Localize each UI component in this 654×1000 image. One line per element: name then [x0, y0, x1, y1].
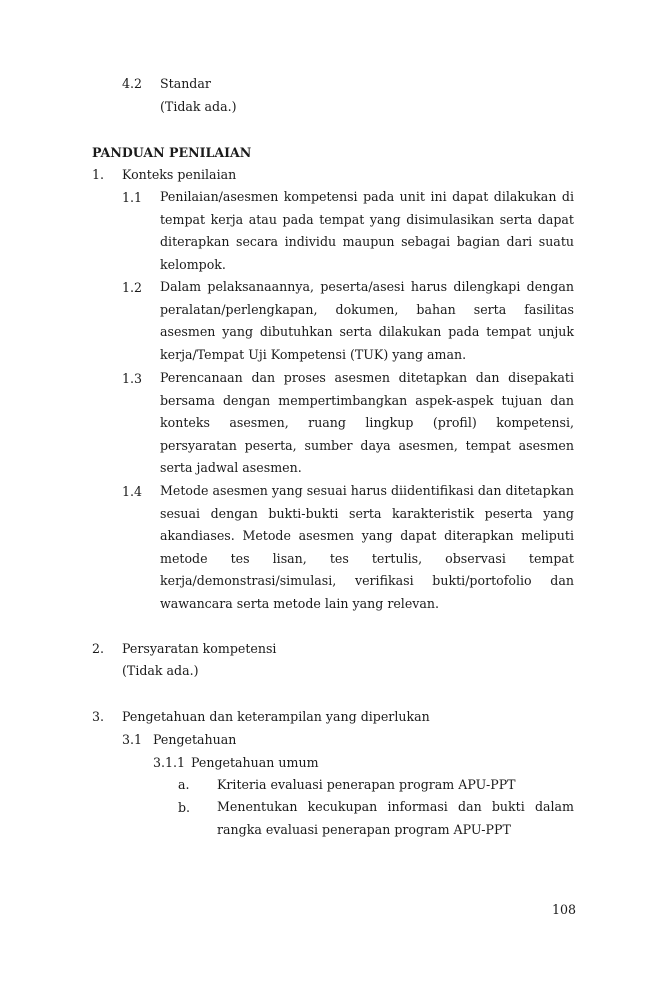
subitem-text: Perencanaan dan proses asesmen ditetapkan dan disepakati bersama dengan mempertimbangkan aspek-aspek tujuan dan konteks asesmen, ruang lingkup (profil) kompetensi, persyaratan peserta, sumber daya asesmen, tempat asesmen serta jadwal asesmen. — [160, 370, 574, 476]
section-number: 4.2 — [122, 76, 143, 91]
item-number: 1. — [92, 167, 105, 182]
item-note: (Tidak ada.) — [122, 663, 199, 678]
point-letter: a. — [178, 777, 190, 792]
section-title: Standar — [160, 76, 211, 91]
subitem-number: 1.2 — [122, 280, 143, 295]
item-number: 3. — [92, 709, 105, 724]
subsubsection-title: Pengetahuan umum — [191, 755, 319, 770]
subsection-number: 3.1 — [122, 732, 143, 747]
subitem-text: Penilaian/asesmen kompetensi pada unit ini dapat dilakukan di tempat kerja atau pada tempat yang disimulasikan serta dapat diterapkan secara individu maupun sebagai bagian dari suatu kelompok. — [160, 189, 574, 272]
subitem-number: 1.3 — [122, 371, 143, 386]
subitem-number: 1.1 — [122, 190, 143, 205]
item-title: Konteks penilaian — [122, 167, 237, 182]
item-title: Pengetahuan dan keterampilan yang diperlukan — [122, 709, 430, 724]
subsubsection-number: 3.1.1 — [153, 755, 186, 770]
page-heading: PANDUAN PENILAIAN — [92, 145, 252, 160]
page-number: 108 — [552, 902, 577, 917]
subitem-text: Metode asesmen yang sesuai harus diidentifikasi dan ditetapkan sesuai dengan bukti-bukti serta karakteristik peserta yang akandiases. Metode asesmen yang dapat diterapkan meliputi metode tes lisan, tes tertulis, observasi tempat kerja/demonstrasi/simulasi, verifikasi bukti/portofolio dan wawancara serta metode lain yang relevan. — [160, 483, 574, 611]
subitem-number: 1.4 — [122, 484, 143, 499]
item-number: 2. — [92, 641, 105, 656]
item-title: Persyaratan kompetensi — [122, 641, 277, 656]
subsection-title: Pengetahuan — [153, 732, 237, 747]
subitem-text: Dalam pelaksanaannya, peserta/asesi harus dilengkapi dengan peralatan/perlengkapan, dokumen, bahan serta fasilitas asesmen yang dibutuhkan serta dilakukan pada tempat unjuk kerja/Tempat Uji Kompetensi (TUK) yang aman. — [160, 279, 574, 362]
point-text: Kriteria evaluasi penerapan program APU-PPT — [217, 777, 516, 792]
point-letter: b. — [178, 800, 191, 815]
point-text: Menentukan kecukupan informasi dan bukti dalam rangka evaluasi penerapan program APU-PPT — [217, 799, 574, 837]
section-note: (Tidak ada.) — [160, 99, 237, 114]
